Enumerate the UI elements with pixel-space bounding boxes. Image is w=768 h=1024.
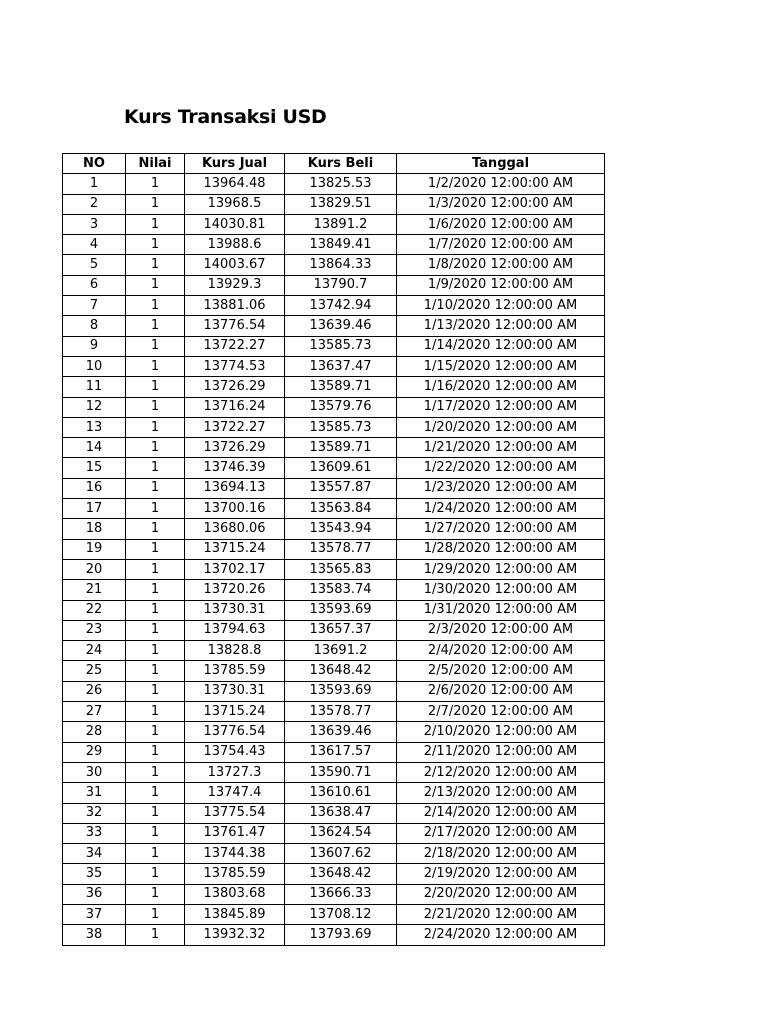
cell-tanggal: 1/20/2020 12:00:00 AM bbox=[397, 417, 605, 437]
cell-kurs-beli: 13617.57 bbox=[285, 742, 397, 762]
cell-nilai: 1 bbox=[126, 519, 185, 539]
header-kurs-jual: Kurs Jual bbox=[185, 154, 285, 174]
table-row bbox=[63, 661, 605, 681]
cell-nilai: 1 bbox=[126, 864, 185, 884]
cell-nilai: 1 bbox=[126, 478, 185, 498]
table-row bbox=[63, 641, 605, 661]
table-body bbox=[63, 174, 605, 945]
cell-nilai: 1 bbox=[126, 275, 185, 295]
cell-kurs-jual: 13747.4 bbox=[185, 783, 285, 803]
cell-kurs-jual: 13700.16 bbox=[185, 499, 285, 519]
cell-tanggal: 2/3/2020 12:00:00 AM bbox=[397, 620, 605, 640]
cell-kurs-beli: 13593.69 bbox=[285, 600, 397, 620]
cell-no: 9 bbox=[63, 336, 126, 356]
cell-nilai: 1 bbox=[126, 397, 185, 417]
cell-kurs-beli: 13593.69 bbox=[285, 681, 397, 701]
cell-nilai: 1 bbox=[126, 641, 185, 661]
cell-nilai: 1 bbox=[126, 844, 185, 864]
cell-nilai: 1 bbox=[126, 235, 185, 255]
table-row bbox=[63, 803, 605, 823]
table-row bbox=[63, 235, 605, 255]
table-row bbox=[63, 702, 605, 722]
cell-kurs-beli: 13639.46 bbox=[285, 316, 397, 336]
cell-kurs-jual: 13761.47 bbox=[185, 823, 285, 843]
cell-nilai: 1 bbox=[126, 296, 185, 316]
cell-no: 14 bbox=[63, 438, 126, 458]
cell-kurs-jual: 13803.68 bbox=[185, 884, 285, 904]
cell-kurs-jual: 13726.29 bbox=[185, 377, 285, 397]
table-row bbox=[63, 620, 605, 640]
cell-tanggal: 2/24/2020 12:00:00 AM bbox=[397, 925, 605, 945]
cell-no: 8 bbox=[63, 316, 126, 336]
table-row bbox=[63, 681, 605, 701]
cell-kurs-jual: 13730.31 bbox=[185, 600, 285, 620]
cell-nilai: 1 bbox=[126, 539, 185, 559]
cell-no: 38 bbox=[63, 925, 126, 945]
table-row bbox=[63, 823, 605, 843]
cell-kurs-jual: 13845.89 bbox=[185, 904, 285, 924]
cell-kurs-beli: 13639.46 bbox=[285, 722, 397, 742]
cell-nilai: 1 bbox=[126, 316, 185, 336]
table-row bbox=[63, 458, 605, 478]
cell-tanggal: 1/24/2020 12:00:00 AM bbox=[397, 499, 605, 519]
cell-no: 21 bbox=[63, 580, 126, 600]
cell-kurs-beli: 13666.33 bbox=[285, 884, 397, 904]
header-nilai: Nilai bbox=[126, 154, 185, 174]
cell-kurs-beli: 13610.61 bbox=[285, 783, 397, 803]
cell-nilai: 1 bbox=[126, 194, 185, 214]
cell-nilai: 1 bbox=[126, 580, 185, 600]
cell-no: 18 bbox=[63, 519, 126, 539]
cell-tanggal: 2/20/2020 12:00:00 AM bbox=[397, 884, 605, 904]
header-tanggal: Tanggal bbox=[397, 154, 605, 174]
table-row bbox=[63, 925, 605, 945]
table-row bbox=[63, 377, 605, 397]
cell-tanggal: 2/4/2020 12:00:00 AM bbox=[397, 641, 605, 661]
cell-nilai: 1 bbox=[126, 884, 185, 904]
cell-kurs-beli: 13557.87 bbox=[285, 478, 397, 498]
cell-nilai: 1 bbox=[126, 702, 185, 722]
cell-kurs-jual: 13881.06 bbox=[185, 296, 285, 316]
cell-no: 13 bbox=[63, 417, 126, 437]
table-row bbox=[63, 580, 605, 600]
cell-tanggal: 1/23/2020 12:00:00 AM bbox=[397, 478, 605, 498]
cell-nilai: 1 bbox=[126, 904, 185, 924]
cell-kurs-jual: 13794.63 bbox=[185, 620, 285, 640]
cell-tanggal: 1/30/2020 12:00:00 AM bbox=[397, 580, 605, 600]
cell-no: 27 bbox=[63, 702, 126, 722]
cell-no: 19 bbox=[63, 539, 126, 559]
cell-kurs-beli: 13585.73 bbox=[285, 417, 397, 437]
cell-tanggal: 1/2/2020 12:00:00 AM bbox=[397, 174, 605, 194]
cell-kurs-beli: 13691.2 bbox=[285, 641, 397, 661]
cell-kurs-jual: 13716.24 bbox=[185, 397, 285, 417]
cell-kurs-beli: 13648.42 bbox=[285, 661, 397, 681]
cell-kurs-beli: 13825.53 bbox=[285, 174, 397, 194]
cell-nilai: 1 bbox=[126, 620, 185, 640]
cell-nilai: 1 bbox=[126, 499, 185, 519]
cell-no: 15 bbox=[63, 458, 126, 478]
page-title: Kurs Transaksi USD bbox=[124, 106, 327, 128]
cell-kurs-jual: 13785.59 bbox=[185, 864, 285, 884]
cell-nilai: 1 bbox=[126, 438, 185, 458]
cell-tanggal: 2/12/2020 12:00:00 AM bbox=[397, 762, 605, 782]
cell-kurs-beli: 13543.94 bbox=[285, 519, 397, 539]
cell-kurs-jual: 13988.6 bbox=[185, 235, 285, 255]
cell-nilai: 1 bbox=[126, 762, 185, 782]
cell-nilai: 1 bbox=[126, 417, 185, 437]
cell-kurs-jual: 13715.24 bbox=[185, 539, 285, 559]
cell-nilai: 1 bbox=[126, 722, 185, 742]
cell-no: 28 bbox=[63, 722, 126, 742]
cell-no: 29 bbox=[63, 742, 126, 762]
cell-no: 34 bbox=[63, 844, 126, 864]
cell-kurs-beli: 13637.47 bbox=[285, 356, 397, 376]
cell-no: 7 bbox=[63, 296, 126, 316]
cell-tanggal: 1/16/2020 12:00:00 AM bbox=[397, 377, 605, 397]
cell-kurs-jual: 13702.17 bbox=[185, 559, 285, 579]
cell-kurs-beli: 13609.61 bbox=[285, 458, 397, 478]
cell-kurs-beli: 13624.54 bbox=[285, 823, 397, 843]
cell-no: 16 bbox=[63, 478, 126, 498]
table-row bbox=[63, 904, 605, 924]
cell-tanggal: 2/19/2020 12:00:00 AM bbox=[397, 864, 605, 884]
cell-no: 20 bbox=[63, 559, 126, 579]
cell-tanggal: 1/21/2020 12:00:00 AM bbox=[397, 438, 605, 458]
cell-kurs-jual: 13722.27 bbox=[185, 336, 285, 356]
cell-kurs-beli: 13589.71 bbox=[285, 377, 397, 397]
cell-kurs-jual: 13715.24 bbox=[185, 702, 285, 722]
table-row bbox=[63, 539, 605, 559]
cell-tanggal: 2/11/2020 12:00:00 AM bbox=[397, 742, 605, 762]
cell-nilai: 1 bbox=[126, 214, 185, 234]
cell-kurs-beli: 13849.41 bbox=[285, 235, 397, 255]
cell-tanggal: 2/14/2020 12:00:00 AM bbox=[397, 803, 605, 823]
cell-tanggal: 1/7/2020 12:00:00 AM bbox=[397, 235, 605, 255]
table-row bbox=[63, 417, 605, 437]
cell-nilai: 1 bbox=[126, 661, 185, 681]
exchange-rate-table bbox=[62, 153, 605, 946]
table-row bbox=[63, 762, 605, 782]
table-row bbox=[63, 438, 605, 458]
cell-tanggal: 2/21/2020 12:00:00 AM bbox=[397, 904, 605, 924]
cell-kurs-jual: 13776.54 bbox=[185, 316, 285, 336]
cell-no: 30 bbox=[63, 762, 126, 782]
cell-kurs-jual: 13694.13 bbox=[185, 478, 285, 498]
cell-nilai: 1 bbox=[126, 925, 185, 945]
cell-kurs-beli: 13790.7 bbox=[285, 275, 397, 295]
cell-kurs-beli: 13648.42 bbox=[285, 864, 397, 884]
cell-no: 33 bbox=[63, 823, 126, 843]
cell-kurs-beli: 13607.62 bbox=[285, 844, 397, 864]
cell-kurs-beli: 13891.2 bbox=[285, 214, 397, 234]
cell-kurs-jual: 13720.26 bbox=[185, 580, 285, 600]
cell-nilai: 1 bbox=[126, 559, 185, 579]
cell-no: 36 bbox=[63, 884, 126, 904]
cell-kurs-jual: 13730.31 bbox=[185, 681, 285, 701]
cell-kurs-beli: 13563.84 bbox=[285, 499, 397, 519]
cell-tanggal: 1/22/2020 12:00:00 AM bbox=[397, 458, 605, 478]
cell-no: 22 bbox=[63, 600, 126, 620]
cell-kurs-beli: 13565.83 bbox=[285, 559, 397, 579]
table-row bbox=[63, 316, 605, 336]
cell-kurs-jual: 13774.53 bbox=[185, 356, 285, 376]
cell-kurs-jual: 13964.48 bbox=[185, 174, 285, 194]
cell-no: 24 bbox=[63, 641, 126, 661]
cell-no: 6 bbox=[63, 275, 126, 295]
cell-nilai: 1 bbox=[126, 742, 185, 762]
table-row bbox=[63, 336, 605, 356]
cell-nilai: 1 bbox=[126, 174, 185, 194]
cell-nilai: 1 bbox=[126, 600, 185, 620]
cell-tanggal: 1/31/2020 12:00:00 AM bbox=[397, 600, 605, 620]
cell-tanggal: 1/8/2020 12:00:00 AM bbox=[397, 255, 605, 275]
cell-tanggal: 2/18/2020 12:00:00 AM bbox=[397, 844, 605, 864]
cell-tanggal: 2/5/2020 12:00:00 AM bbox=[397, 661, 605, 681]
cell-tanggal: 1/28/2020 12:00:00 AM bbox=[397, 539, 605, 559]
table-row bbox=[63, 174, 605, 194]
cell-kurs-jual: 13775.54 bbox=[185, 803, 285, 823]
cell-no: 4 bbox=[63, 235, 126, 255]
table-row bbox=[63, 722, 605, 742]
cell-no: 10 bbox=[63, 356, 126, 376]
cell-nilai: 1 bbox=[126, 356, 185, 376]
cell-kurs-jual: 13726.29 bbox=[185, 438, 285, 458]
cell-nilai: 1 bbox=[126, 803, 185, 823]
cell-no: 3 bbox=[63, 214, 126, 234]
cell-kurs-beli: 13589.71 bbox=[285, 438, 397, 458]
table-row bbox=[63, 397, 605, 417]
cell-no: 31 bbox=[63, 783, 126, 803]
cell-nilai: 1 bbox=[126, 255, 185, 275]
cell-kurs-jual: 13744.38 bbox=[185, 844, 285, 864]
cell-kurs-jual: 13968.5 bbox=[185, 194, 285, 214]
table-row bbox=[63, 356, 605, 376]
table-row bbox=[63, 742, 605, 762]
table-row bbox=[63, 275, 605, 295]
cell-tanggal: 1/13/2020 12:00:00 AM bbox=[397, 316, 605, 336]
cell-kurs-beli: 13829.51 bbox=[285, 194, 397, 214]
cell-kurs-beli: 13590.71 bbox=[285, 762, 397, 782]
cell-no: 23 bbox=[63, 620, 126, 640]
cell-tanggal: 2/7/2020 12:00:00 AM bbox=[397, 702, 605, 722]
cell-kurs-jual: 13746.39 bbox=[185, 458, 285, 478]
cell-tanggal: 2/13/2020 12:00:00 AM bbox=[397, 783, 605, 803]
cell-no: 17 bbox=[63, 499, 126, 519]
table-row bbox=[63, 600, 605, 620]
cell-kurs-beli: 13708.12 bbox=[285, 904, 397, 924]
cell-kurs-beli: 13585.73 bbox=[285, 336, 397, 356]
table-row bbox=[63, 478, 605, 498]
cell-no: 5 bbox=[63, 255, 126, 275]
cell-tanggal: 1/14/2020 12:00:00 AM bbox=[397, 336, 605, 356]
cell-kurs-beli: 13579.76 bbox=[285, 397, 397, 417]
cell-no: 11 bbox=[63, 377, 126, 397]
cell-tanggal: 1/29/2020 12:00:00 AM bbox=[397, 559, 605, 579]
table-row bbox=[63, 884, 605, 904]
cell-kurs-jual: 13727.3 bbox=[185, 762, 285, 782]
cell-nilai: 1 bbox=[126, 458, 185, 478]
cell-tanggal: 2/17/2020 12:00:00 AM bbox=[397, 823, 605, 843]
cell-no: 12 bbox=[63, 397, 126, 417]
table-row bbox=[63, 519, 605, 539]
cell-kurs-beli: 13742.94 bbox=[285, 296, 397, 316]
cell-kurs-beli: 13793.69 bbox=[285, 925, 397, 945]
cell-kurs-jual: 13776.54 bbox=[185, 722, 285, 742]
table-row bbox=[63, 214, 605, 234]
cell-kurs-beli: 13578.77 bbox=[285, 539, 397, 559]
cell-nilai: 1 bbox=[126, 823, 185, 843]
table-row bbox=[63, 296, 605, 316]
cell-kurs-jual: 13754.43 bbox=[185, 742, 285, 762]
cell-kurs-jual: 13828.8 bbox=[185, 641, 285, 661]
cell-kurs-jual: 13722.27 bbox=[185, 417, 285, 437]
header-no: NO bbox=[63, 154, 126, 174]
cell-no: 32 bbox=[63, 803, 126, 823]
table-header-row bbox=[63, 154, 605, 174]
cell-tanggal: 1/17/2020 12:00:00 AM bbox=[397, 397, 605, 417]
cell-no: 25 bbox=[63, 661, 126, 681]
table-row bbox=[63, 559, 605, 579]
cell-tanggal: 1/9/2020 12:00:00 AM bbox=[397, 275, 605, 295]
cell-kurs-beli: 13583.74 bbox=[285, 580, 397, 600]
cell-kurs-jual: 14003.67 bbox=[185, 255, 285, 275]
cell-kurs-jual: 13932.32 bbox=[185, 925, 285, 945]
cell-nilai: 1 bbox=[126, 377, 185, 397]
table-row bbox=[63, 783, 605, 803]
cell-kurs-beli: 13638.47 bbox=[285, 803, 397, 823]
cell-nilai: 1 bbox=[126, 783, 185, 803]
cell-tanggal: 1/10/2020 12:00:00 AM bbox=[397, 296, 605, 316]
cell-kurs-jual: 13785.59 bbox=[185, 661, 285, 681]
cell-kurs-beli: 13657.37 bbox=[285, 620, 397, 640]
table-row bbox=[63, 844, 605, 864]
cell-kurs-jual: 14030.81 bbox=[185, 214, 285, 234]
cell-tanggal: 1/6/2020 12:00:00 AM bbox=[397, 214, 605, 234]
cell-kurs-beli: 13864.33 bbox=[285, 255, 397, 275]
cell-tanggal: 1/27/2020 12:00:00 AM bbox=[397, 519, 605, 539]
cell-tanggal: 2/6/2020 12:00:00 AM bbox=[397, 681, 605, 701]
cell-no: 37 bbox=[63, 904, 126, 924]
cell-no: 2 bbox=[63, 194, 126, 214]
table-row bbox=[63, 499, 605, 519]
cell-tanggal: 2/10/2020 12:00:00 AM bbox=[397, 722, 605, 742]
cell-tanggal: 1/3/2020 12:00:00 AM bbox=[397, 194, 605, 214]
table-row bbox=[63, 864, 605, 884]
header-kurs-beli: Kurs Beli bbox=[285, 154, 397, 174]
cell-kurs-jual: 13680.06 bbox=[185, 519, 285, 539]
cell-no: 26 bbox=[63, 681, 126, 701]
cell-nilai: 1 bbox=[126, 681, 185, 701]
table-row bbox=[63, 194, 605, 214]
cell-no: 35 bbox=[63, 864, 126, 884]
table-row bbox=[63, 255, 605, 275]
cell-kurs-beli: 13578.77 bbox=[285, 702, 397, 722]
cell-nilai: 1 bbox=[126, 336, 185, 356]
cell-no: 1 bbox=[63, 174, 126, 194]
cell-kurs-jual: 13929.3 bbox=[185, 275, 285, 295]
cell-tanggal: 1/15/2020 12:00:00 AM bbox=[397, 356, 605, 376]
